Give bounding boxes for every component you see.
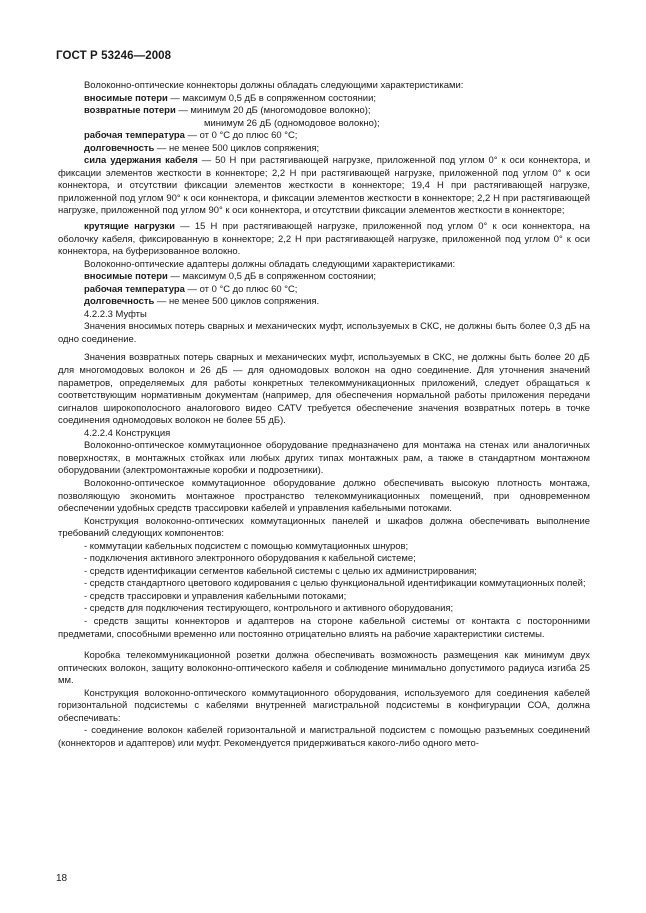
definition: — не менее 500 циклов сопряжения;	[154, 142, 320, 154]
adapter-operating-temperature	[58, 284, 590, 297]
term: вносимые потери	[84, 271, 168, 283]
definition: — не менее 500 циклов сопряжения.	[154, 296, 320, 308]
construction-paragraph-3: Конструкция волоконно-оптических коммутационных панелей и шкафов должна обеспечивать выполнение требований следующих компонентов:	[58, 515, 590, 540]
connector-insertion-loss	[58, 93, 590, 106]
construction-paragraph-6: - соединение волокон кабелей горизонтальной и магистральной подсистем с помощью разъемных соединений (коннекторов и адаптеров) или муфт. Рекомендуется придерживаться какого-либо одного мето-	[58, 725, 590, 749]
definition: — от 0 °С до плюс 60 °С;	[184, 130, 298, 142]
adapter-insertion-loss	[58, 271, 590, 284]
list-item: - средств для подключения тестирующего, контрольного и активного оборудования;	[84, 603, 454, 615]
construction-paragraph-2: Волоконно-оптическое коммутационное оборудование должно обеспечивать высокую плотность монтажа, позволяющую экономить монтажное пространство телекоммуникационных помещений, при одновременном обеспечении удобных средств трассировки кабелей и управления кабельными потоками.	[58, 477, 590, 515]
connector-return-loss	[58, 105, 590, 118]
document-code-header: ГОСТ Р 53246—2008	[56, 50, 172, 62]
list-item: - средств идентификации сегментов кабельной системы с целью их администрирования;	[84, 565, 477, 577]
document-body	[58, 80, 590, 750]
definition: — 15 Н при растягивающей нагрузке, приложенной под углом 0° к оси коннектора, на оболочку кабеля, фиксированную в коннекторе; 2,2 Н при растягивающей нагрузке, приложенной под углом 0° к оси коннектора, на буферизованное волокно.	[58, 221, 590, 258]
splices-paragraph-2: Значения возвратных потерь сварных и механических муфт, используемых в СКС, не должны быть более 20 дБ для многомодовых волокон и 26 дБ — для одномодовых волокон на одно соединение. Для уточнения значений параметров, определяемых для работы конкретных телекоммуникационных приложений, следует обращаться к соответствующим нормативным документам (например, для обеспечения нормальной работы приложения передачи сигналов широкополосного аналогового видео CATV требуется обеспечение значения возвратных потерь в точке соединения одномодовых волокон не более 55 дБ).	[58, 352, 590, 427]
list-item: - средств защиты коннекторов и адаптеров на стороне кабельной системы от контакта с посторонними предметами, способными временно или постоянно отрицательно влиять на рабочие характеристики системы.	[58, 615, 590, 640]
connector-cable-retention	[58, 155, 590, 218]
term: долговечность	[84, 296, 155, 308]
connector-return-loss-single-mode: минимум 26 дБ (одномодовое волокно);	[204, 117, 380, 129]
term: крутящие нагрузки	[84, 221, 175, 233]
adapters-intro: Волоконно-оптические адаптеры должны обладать следующими характеристиками:	[84, 258, 456, 270]
connector-durability	[58, 143, 590, 156]
definition: — 50 Н при растягивающей нагрузке, приложенной под углом 0° к оси коннектора, и фиксации элементов жесткости в коннекторе; 2,2 Н при растягивающей нагрузке, приложенной под углом 0° к оси коннектора, и отсутствии фиксации элементов жесткости в коннекторе; 19,4 Н при растягивающей нагрузке, приложенной под углом 90° к оси коннектора, и фиксации элементов жесткости в коннекторе; 2,2 Н при растягивающей нагрузке, приложенной под углом 90° к оси коннектора, и отсутствии фиксации элементов жесткости в коннекторе;	[58, 155, 590, 217]
page-number: 18	[56, 873, 68, 884]
construction-paragraph-4: Коробка телекоммуникационной розетки должна обеспечивать возможность размещения как минимум двух оптических волокон, защиту волоконно-оптического кабеля и соблюдение минимально допустимого радиуса изгиба 25 мм.	[58, 650, 590, 687]
connector-torque-loads	[58, 221, 590, 259]
connector-operating-temperature	[58, 130, 590, 143]
definition: — максимум 0,5 дБ в сопряженном состоянии;	[167, 271, 376, 283]
construction-paragraph-5: Конструкция волоконно-оптического коммутационного оборудования, используемого для соединения кабелей горизонтальной подсистемы с кабелями внутренней магистральной подсистемы в конфигурации СОА, должна обеспечивать:	[58, 687, 590, 724]
term: рабочая температура	[84, 283, 185, 295]
definition: — минимум 20 дБ (многомодовое волокно);	[175, 105, 371, 117]
term: долговечность	[84, 142, 155, 154]
construction-paragraph-1: Волоконно-оптическое коммутационное оборудование предназначено для монтажа на стенах или аналогичных поверхностях, в монтажных стойках или любых других типах монтажных рам, а также в стандартном монтажном оборудовании (электромонтажные коробки и подрозетники).	[58, 440, 590, 477]
section-heading-splices: 4.2.2.3 Муфты	[84, 308, 147, 320]
list-item: - средств стандартного цветового кодирования с целью функциональной идентификации коммутационных полей;	[84, 578, 586, 590]
section-heading-construction: 4.2.2.4 Конструкция	[84, 427, 171, 439]
list-item: - средств трассировки и управления кабельными потоками;	[84, 590, 347, 602]
list-item: - коммутации кабельных подсистем с помощью коммутационных шнуров;	[84, 540, 409, 552]
term: рабочая температура	[84, 130, 185, 142]
term: возвратные потери	[84, 105, 176, 117]
definition: — максимум 0,5 дБ в сопряженном состоянии;	[167, 92, 376, 104]
definition: — от 0 °С до плюс 60 °С;	[184, 283, 298, 295]
adapter-durability	[58, 296, 590, 309]
list-item: - подключения активного электронного оборудования к кабельной системе;	[84, 553, 416, 565]
connectors-intro: Волоконно-оптические коннекторы должны обладать следующими характеристиками:	[84, 80, 464, 91]
term: сила удержания кабеля	[84, 155, 198, 167]
term: вносимые потери	[84, 92, 168, 104]
splices-paragraph-1: Значения вносимых потерь сварных и механических муфт, используемых в СКС, не должны быть более 0,3 дБ на одно соединение.	[58, 321, 590, 345]
